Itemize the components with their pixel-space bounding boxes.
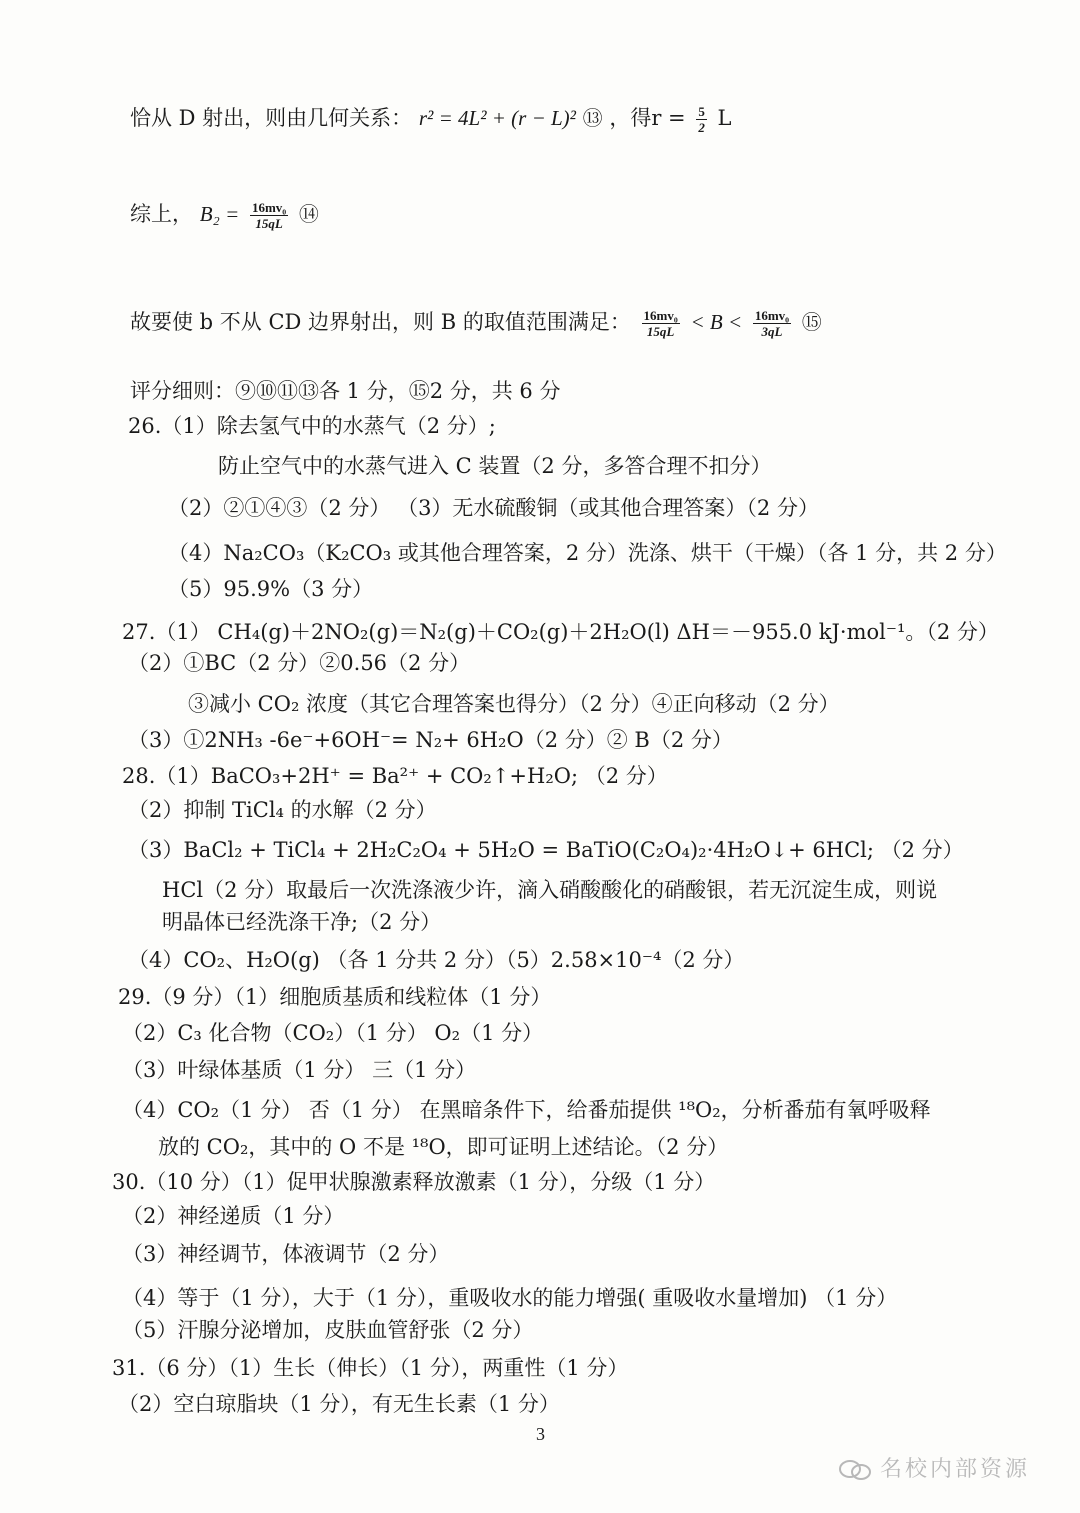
- chat-bubble-icon: [838, 1459, 872, 1481]
- line-12: （3）①2NH₃ -6e⁻+6OH⁻= N₂+ 6H₂O（2 分）② B（2 分）: [128, 728, 733, 752]
- text: L: [717, 106, 732, 130]
- line-5: 防止空气中的水蒸气进入 C 装置（2 分，多答合理不扣分）: [218, 454, 772, 478]
- fraction: [250, 200, 288, 231]
- line-17: 明晶体已经洗涤干净;（2 分）: [162, 910, 442, 934]
- line-30: （2）空白琼脂块（1 分），有无生长素（1 分）: [118, 1392, 560, 1416]
- line-29: 31.（6 分）（1）生长（伸长）（1 分），两重性（1 分）: [112, 1356, 629, 1380]
- inequality: < B <: [690, 310, 743, 334]
- line-2: [130, 308, 822, 339]
- numerator: 16mv₀: [643, 308, 678, 323]
- line-11: ③减小 CO₂ 浓度（其它合理答案也得分）（2 分）④正向移动（2 分）: [188, 692, 840, 716]
- line-4: 26.（1）除去氢气中的水蒸气（2 分）;: [128, 414, 496, 438]
- line-28: （5）汗腺分泌增加，皮肤血管舒张（2 分）: [122, 1318, 534, 1342]
- line-15: （3）BaCl₂ + TiCl₄ + 2H₂C₂O₄ + 5H₂O = BaTiO(C₂O₄)₂·4H₂O↓+ 6HCl; （2 分）: [128, 838, 964, 862]
- line-24: 30.（10 分）（1）促甲状腺激素释放激素（1 分），分级（1 分）: [112, 1170, 716, 1194]
- line-27: （4）等于（1 分），大于（1 分），重吸收水的能力增强( 重吸收水量增加) （1 分）: [122, 1286, 898, 1310]
- circled-number: ⑬: [582, 106, 603, 130]
- text: ，得r =: [609, 106, 686, 130]
- page-number: 3: [536, 1424, 545, 1444]
- line-8: （5）95.9%（3 分）: [168, 577, 374, 601]
- numerator: 5: [698, 104, 705, 119]
- line-1: [130, 200, 319, 231]
- line-13: 28.（1）BaCO₃+2H⁺ = Ba²⁺ + CO₂↑+H₂O; （2 分）: [122, 764, 668, 788]
- line-18: （4）CO₂、H₂O(g) （各 1 分共 2 分）（5）2.58×10⁻⁴（2 分）: [128, 948, 745, 972]
- line-22: （4）CO₂（1 分） 否（1 分） 在黑暗条件下，给番茄提供 ¹⁸O₂，分析番茄有氧呼吸释: [122, 1098, 931, 1122]
- fraction: [642, 308, 680, 339]
- denominator: 2: [698, 120, 705, 135]
- line-0: [130, 104, 731, 135]
- fraction: [753, 308, 791, 339]
- formula: B₂ =: [199, 202, 240, 226]
- line-7: （4）Na₂CO₃（K₂CO₃ 或其他合理答案，2 分）洗涤、烘干（干燥）（各 1 分，共 2 分）: [168, 541, 1007, 565]
- circled-number: ⑭: [298, 202, 319, 226]
- line-26: （3）神经调节，体液调节（2 分）: [122, 1242, 450, 1266]
- line-10: （2）①BC（2 分）②0.56（2 分）: [128, 651, 471, 675]
- line-16: HCl（2 分）取最后一次洗涤液少许，滴入硝酸酸化的硝酸银，若无沉淀生成，则说: [162, 878, 938, 902]
- denominator: 3qL: [761, 324, 783, 339]
- line-14: （2）抑制 TiCl₄ 的水解（2 分）: [128, 798, 437, 822]
- denominator: 15qL: [255, 216, 283, 231]
- text: 综上，: [130, 202, 193, 226]
- text: 故要使 b 不从 CD 边界射出，则 B 的取值范围满足：: [130, 310, 631, 334]
- line-19: 29.（9 分）（1）细胞质基质和线粒体（1 分）: [118, 985, 552, 1009]
- numerator: 16mv₀: [251, 200, 287, 215]
- fraction: [696, 104, 707, 135]
- line-6: （2）②①④③（2 分） （3）无水硫酸铜（或其他合理答案）（2 分）: [168, 496, 819, 520]
- line-23: 放的 CO₂，其中的 O 不是 ¹⁸O，即可证明上述结论。（2 分）: [158, 1135, 729, 1159]
- line-9: 27.（1） CH₄(g)＋2NO₂(g)＝N₂(g)＋CO₂(g)＋2H₂O(l) ΔH＝－955.0 kJ·mol⁻¹。（2 分）: [122, 620, 999, 644]
- circled-number: ⑮: [801, 310, 822, 334]
- watermark: [838, 1452, 1030, 1483]
- formula: r² = 4L² + (r − L)²: [418, 106, 576, 130]
- line-25: （2）神经递质（1 分）: [122, 1204, 345, 1228]
- line-3: 评分细则：⑨⑩⑪⑬各 1 分，⑮2 分，共 6 分: [130, 379, 561, 403]
- numerator: 16mv₀: [754, 308, 790, 323]
- line-20: （2）C₃ 化合物（CO₂）（1 分） O₂（1 分）: [122, 1021, 544, 1045]
- line-21: （3）叶绿体基质（1 分） 三（1 分）: [122, 1058, 477, 1082]
- text: 恰从 D 射出，则由几何关系：: [130, 106, 413, 130]
- denominator: 15qL: [646, 324, 675, 339]
- watermark-text: 名校内部资源: [880, 1457, 1031, 1482]
